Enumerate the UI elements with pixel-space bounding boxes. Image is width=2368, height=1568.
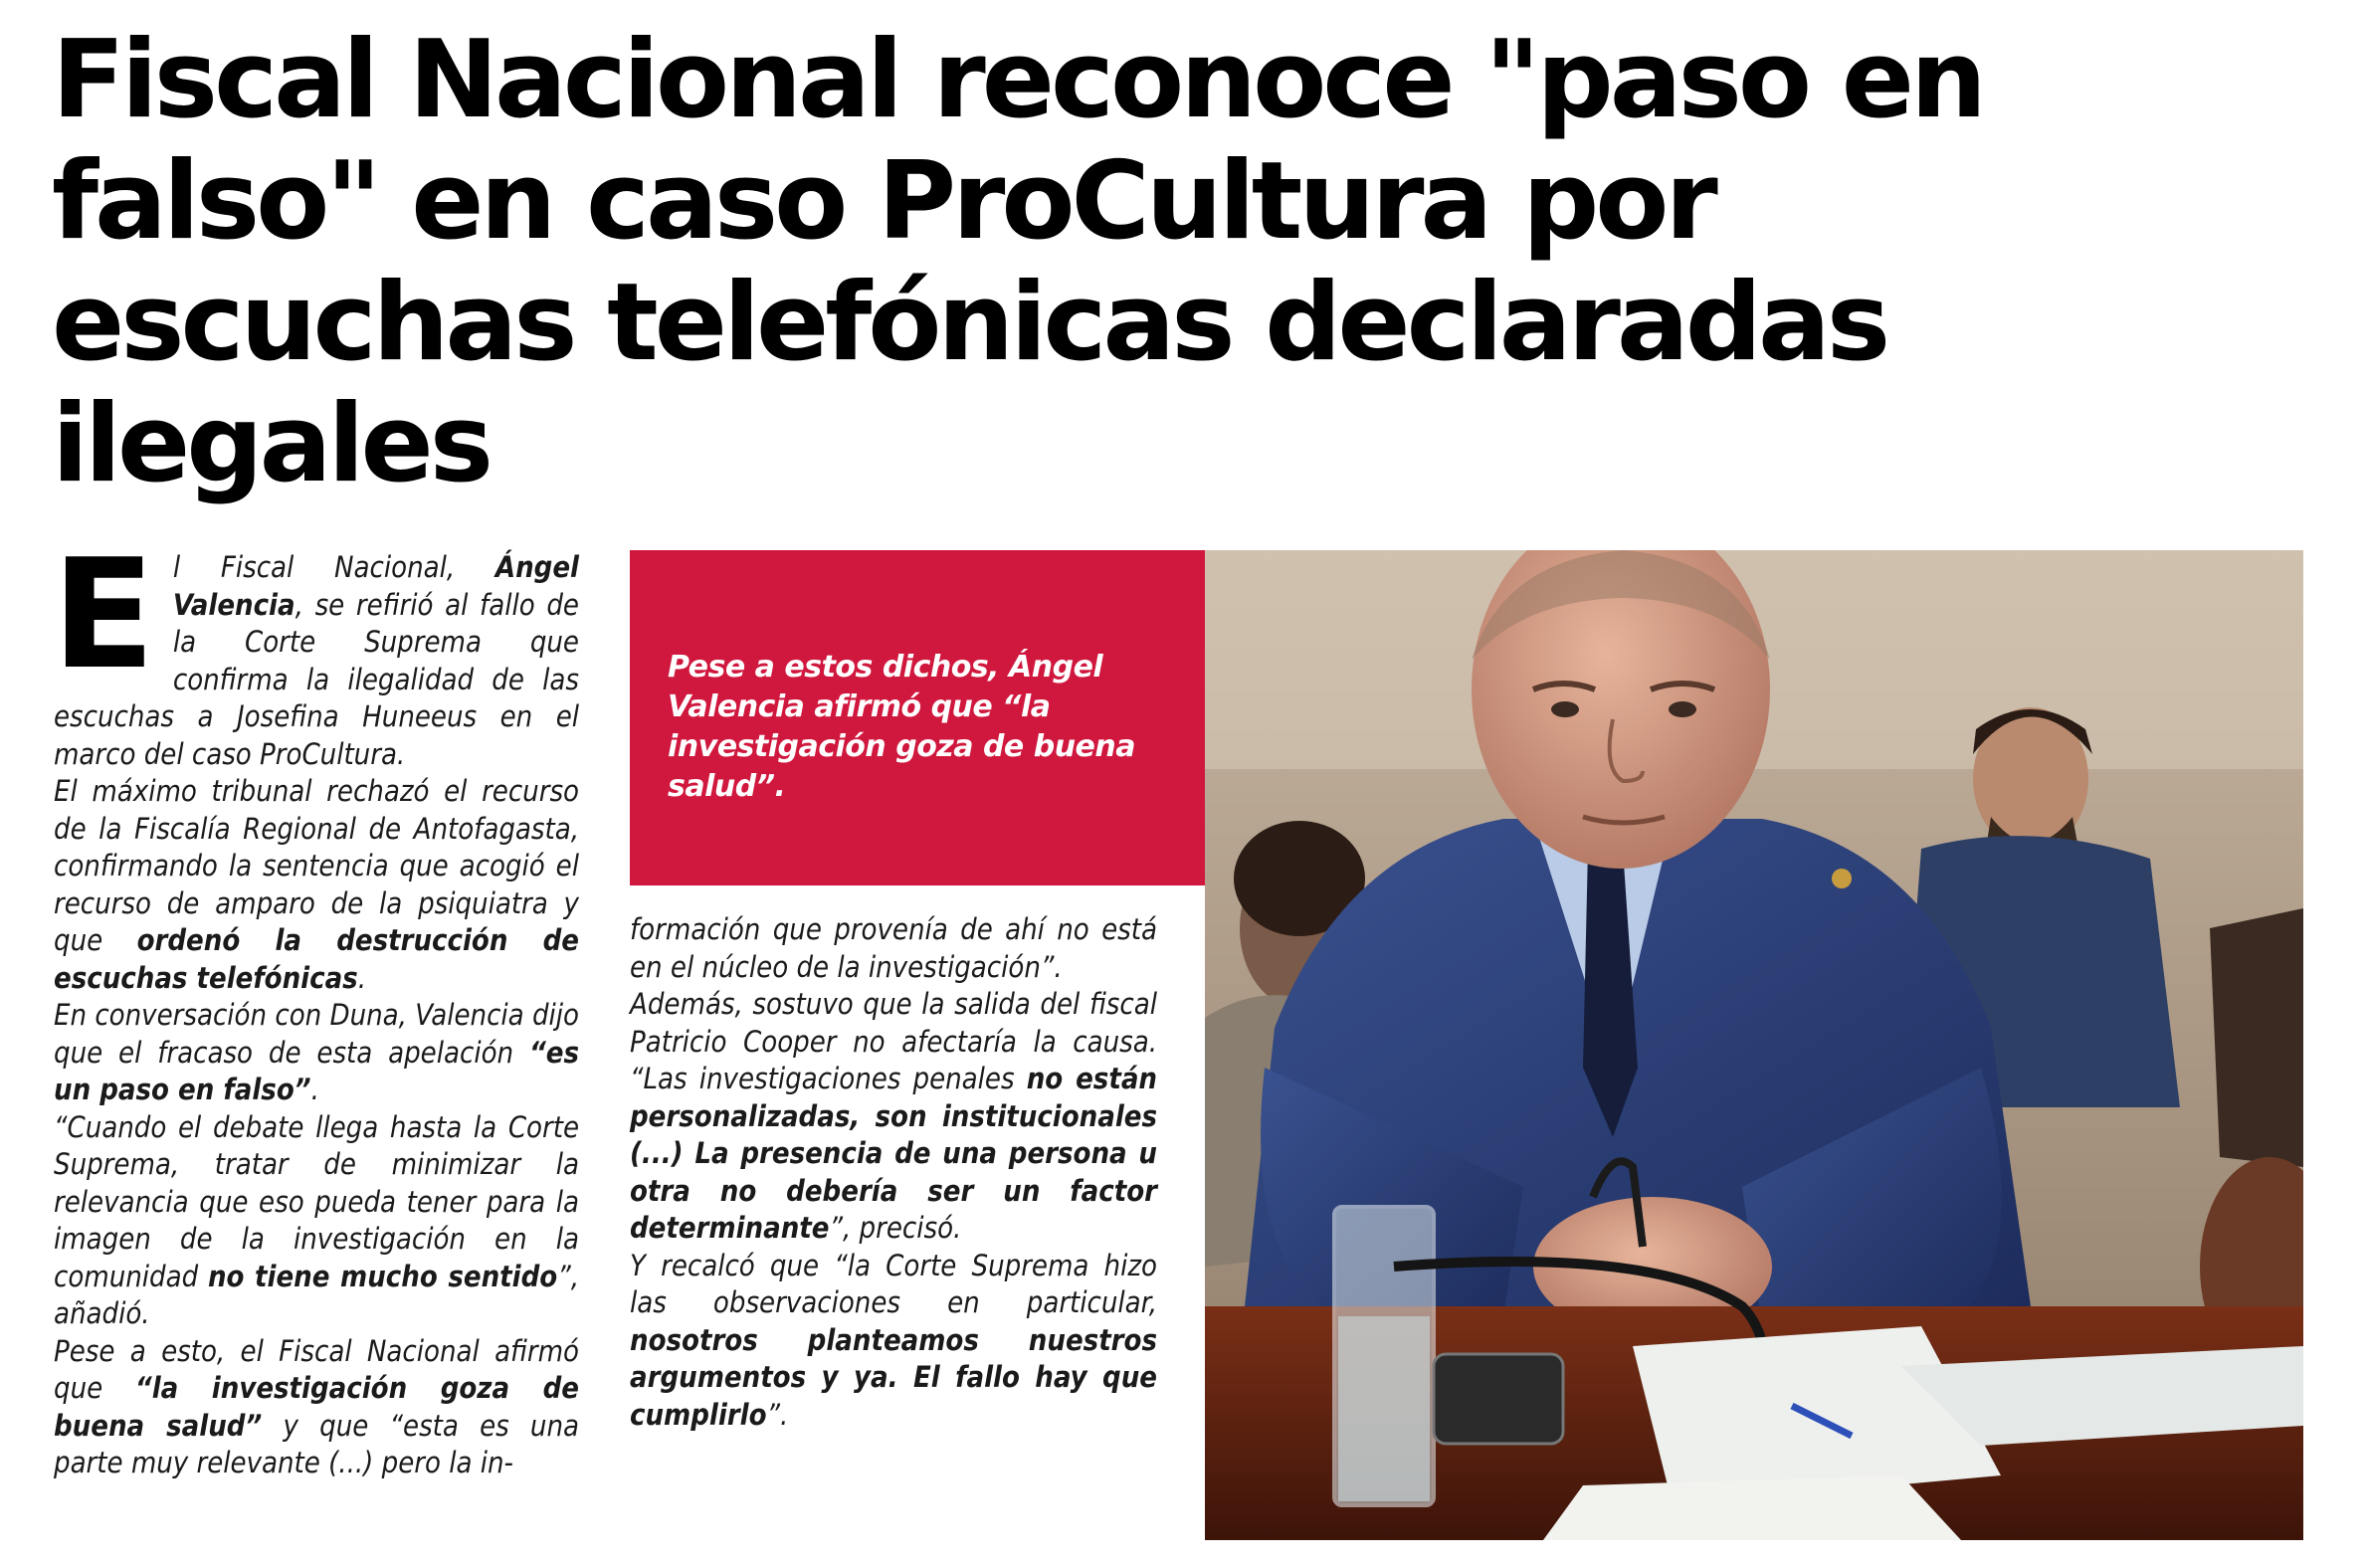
paragraph-6: formación que provenía de ahí no está en el núcleo de la investigación”. — [630, 912, 1157, 984]
paragraph-8: Y recalcó que “la Corte Suprema hizo las observaciones en particular, nosotros planteamos nuestros argumentos y ya. El fallo hay que cumplirlo”. — [630, 1248, 1157, 1432]
water-glass — [1334, 1207, 1434, 1505]
paragraph-7: Además, sostuvo que la salida del fiscal Patricio Cooper no afectaría la causa. “Las investigaciones penales no están personalizadas, son institucionales (...) La presencia de una persona u otra no debería ser un factor determinante”, precisó. — [630, 987, 1157, 1245]
article-column-1 — [52, 526, 579, 1482]
paragraph-4: “Cuando el debate llega hasta la Corte Suprema, tratar de minimizar la relevancia que eso pueda tener para la imagen de la investigación en la comunidad no tiene mucho sentido”, añadió. — [54, 1109, 579, 1330]
pull-quote-box — [630, 550, 1205, 885]
drop-cap: E — [52, 526, 155, 702]
paragraph-2: El máximo tribunal rechazó el recurso de la Fiscalía Regional de Antofagasta, confirmando la sentencia que acogió el recurso de amparo de la psiquiatra y que ordenó la destrucción de escuchas telefónicas. — [54, 774, 579, 995]
pull-quote-text: Pese a estos dichos, Ángel Valencia afirmó que “la investigación goza de buena salud”. — [668, 650, 1136, 804]
paragraph-5: Pese a esto, el Fiscal Nacional afirmó que “la investigación goza de buena salud” y que “esta es una parte muy relevante (...) pero la in- — [54, 1333, 579, 1479]
article-column-2 — [630, 911, 1157, 1434]
article-photo — [1205, 550, 2303, 1540]
headline: Fiscal Nacional reconoce "paso en falso" en caso ProCultura por escuchas telefónicas declaradas ilegales — [52, 18, 1983, 506]
phone — [1434, 1354, 1563, 1444]
photo-illustration — [1205, 550, 2303, 1540]
paragraph-1: l Fiscal Nacional, Ángel Valencia, se refirió al fallo de la Corte Suprema que confirma la ilegalidad de las escuchas a Josefina Huneeus en el marco del caso ProCultura. — [54, 550, 579, 771]
paragraph-3: En conversación con Duna, Valencia dijo que el fracaso de esta apelación “es un paso en falso”. — [54, 998, 579, 1106]
